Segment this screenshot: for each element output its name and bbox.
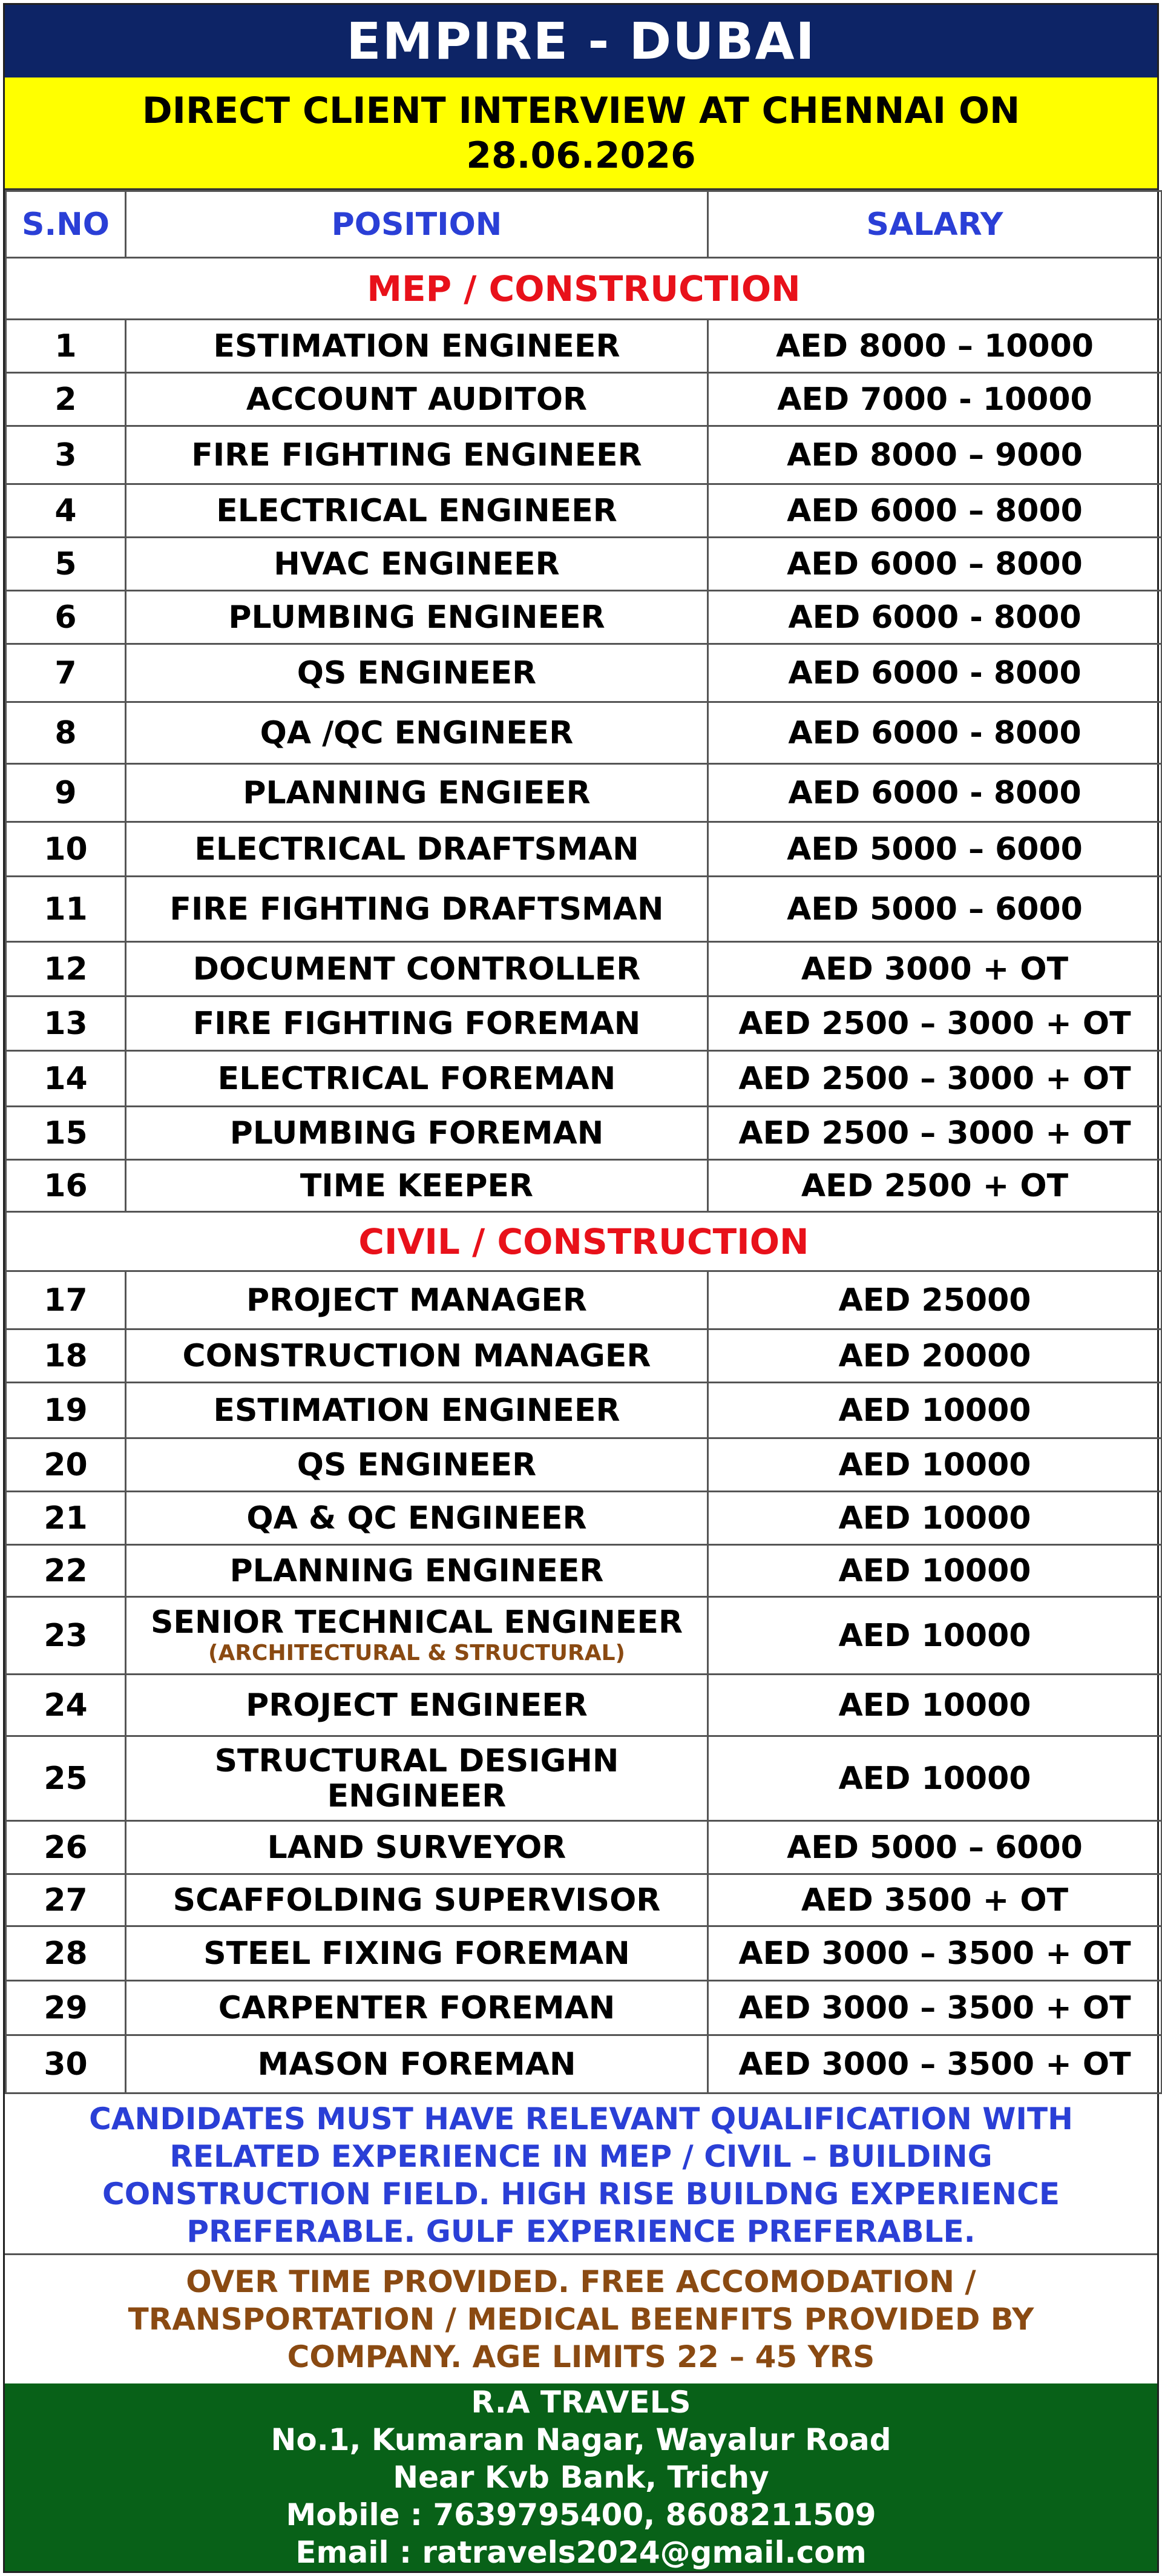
interview-date: 28.06.2026 — [466, 134, 696, 177]
position-cell — [126, 764, 708, 822]
serial-number-cell: 27 — [6, 1874, 126, 1926]
salary-cell: AED 2500 + OT — [708, 1160, 1162, 1212]
table-row — [6, 644, 1162, 702]
position-name: FIRE FIGHTING DRAFTSMAN — [169, 891, 664, 927]
position-name: ELECTRICAL FOREMAN — [217, 1060, 616, 1097]
serial-number-cell: 22 — [6, 1545, 126, 1597]
position-name: QA & QC ENGINEER — [246, 1500, 587, 1537]
position-name: CONSTRUCTION MANAGER — [182, 1337, 651, 1374]
position-cell — [126, 591, 708, 644]
position-name: STRUCTURAL DESIGHN ENGINEER — [214, 1742, 619, 1814]
position-name: ELECTRICAL ENGINEER — [216, 492, 617, 529]
position-cell — [126, 644, 708, 702]
position-name: ESTIMATION ENGINEER — [213, 1392, 620, 1429]
position-header: POSITION — [126, 191, 708, 258]
position-cell — [126, 1874, 708, 1926]
address-line: No.1, Kumaran Nagar, Wayalur Road — [271, 2422, 891, 2457]
requirements-line: PREFERABLE. GULF EXPERIENCE PREFERABLE. — [186, 2213, 976, 2249]
serial-number-cell: 28 — [6, 1926, 126, 1981]
salary-cell: AED 8000 – 9000 — [708, 426, 1162, 484]
table-row — [6, 1329, 1162, 1383]
contact-footer — [5, 2383, 1157, 2571]
position-name: PLUMBING FOREMAN — [229, 1115, 604, 1151]
salary-cell: AED 3000 – 3500 + OT — [708, 1926, 1162, 1981]
email-address: Email : ratravels2024@gmail.com — [295, 2535, 867, 2570]
serial-number-cell: 24 — [6, 1675, 126, 1736]
serial-number-cell: 17 — [6, 1271, 126, 1329]
benefits-line: COMPANY. AGE LIMITS 22 – 45 YRS — [287, 2339, 875, 2374]
salary-cell: AED 7000 - 10000 — [708, 373, 1162, 426]
table-row — [6, 822, 1162, 877]
table-row — [6, 484, 1162, 538]
salary-cell: AED 10000 — [708, 1736, 1162, 1821]
position-cell — [126, 822, 708, 877]
position-cell — [126, 1329, 708, 1383]
salary-header: SALARY — [708, 191, 1162, 258]
salary-cell: AED 2500 – 3000 + OT — [708, 996, 1162, 1051]
table-row — [6, 1051, 1162, 1107]
position-cell — [126, 877, 708, 942]
position-name: FIRE FIGHTING ENGINEER — [191, 436, 642, 473]
table-row — [6, 877, 1162, 942]
table-row — [6, 1160, 1162, 1212]
position-cell — [126, 1675, 708, 1736]
position-name: MASON FOREMAN — [257, 2046, 576, 2083]
salary-cell: AED 6000 - 8000 — [708, 764, 1162, 822]
requirements-line: CANDIDATES MUST HAVE RELEVANT QUALIFICATION WITH — [89, 2101, 1073, 2136]
position-name: HVAC ENGINEER — [274, 545, 560, 582]
position-name: PLANNING ENGINEER — [229, 1552, 604, 1589]
position-name: SENIOR TECHNICAL ENGINEER — [150, 1604, 683, 1641]
position-name: QS ENGINEER — [297, 654, 537, 691]
salary-cell: AED 10000 — [708, 1675, 1162, 1736]
salary-cell: AED 10000 — [708, 1492, 1162, 1545]
serial-number-cell: 7 — [6, 644, 126, 702]
serial-number-cell: 14 — [6, 1051, 126, 1107]
serial-number-cell: 26 — [6, 1821, 126, 1874]
position-name: STEEL FIXING FOREMAN — [203, 1935, 630, 1972]
position-name: PLUMBING ENGINEER — [228, 599, 605, 636]
serial-number-cell: 1 — [6, 320, 126, 373]
position-cell — [126, 1438, 708, 1492]
serial-number-cell: 18 — [6, 1329, 126, 1383]
section-title: CIVIL / CONSTRUCTION — [6, 1212, 1162, 1271]
position-name: PROJECT ENGINEER — [246, 1687, 588, 1724]
position-cell — [126, 1051, 708, 1107]
serial-number-cell: 6 — [6, 591, 126, 644]
position-cell — [126, 1821, 708, 1874]
table-row — [6, 1107, 1162, 1160]
table-header-row — [6, 191, 1162, 258]
salary-cell: AED 2500 – 3000 + OT — [708, 1051, 1162, 1107]
salary-cell: AED 25000 — [708, 1271, 1162, 1329]
interview-banner — [5, 77, 1157, 190]
serial-number-cell: 2 — [6, 373, 126, 426]
salary-cell: AED 10000 — [708, 1383, 1162, 1438]
table-row — [6, 426, 1162, 484]
benefits-line: OVER TIME PROVIDED. FREE ACCOMODATION / — [186, 2264, 976, 2299]
section-row — [6, 1212, 1162, 1271]
sno-header: S.NO — [6, 191, 126, 258]
position-cell — [126, 373, 708, 426]
position-name: ESTIMATION ENGINEER — [213, 328, 620, 364]
table-row — [6, 702, 1162, 764]
position-cell — [126, 1107, 708, 1160]
requirements-line: RELATED EXPERIENCE IN MEP / CIVIL – BUILDING — [169, 2138, 993, 2174]
serial-number-cell: 5 — [6, 538, 126, 591]
position-cell — [126, 1981, 708, 2035]
salary-cell: AED 6000 - 8000 — [708, 591, 1162, 644]
benefits-note — [5, 2255, 1157, 2383]
position-name: ACCOUNT AUDITOR — [246, 381, 588, 418]
table-row — [6, 320, 1162, 373]
address-line: Near Kvb Bank, Trichy — [393, 2460, 769, 2495]
position-note: (ARCHITECTURAL & STRUCTURAL) — [208, 1640, 625, 1665]
position-name: DOCUMENT CONTROLLER — [192, 950, 641, 987]
position-name: TIME KEEPER — [300, 1167, 534, 1204]
table-row — [6, 1383, 1162, 1438]
requirements-line: CONSTRUCTION FIELD. HIGH RISE BUILDNG EXPERIENCE — [102, 2176, 1060, 2212]
serial-number-cell: 4 — [6, 484, 126, 538]
table-row — [6, 1821, 1162, 1874]
serial-number-cell: 23 — [6, 1597, 126, 1675]
agency-name: R.A TRAVELS — [471, 2385, 691, 2420]
table-row — [6, 1736, 1162, 1821]
position-cell — [126, 1736, 708, 1821]
serial-number-cell: 25 — [6, 1736, 126, 1821]
table-row — [6, 1874, 1162, 1926]
table-row — [6, 1597, 1162, 1675]
salary-cell: AED 10000 — [708, 1545, 1162, 1597]
serial-number-cell: 15 — [6, 1107, 126, 1160]
salary-cell: AED 3000 – 3500 + OT — [708, 1981, 1162, 2035]
position-name: PROJECT MANAGER — [246, 1282, 587, 1319]
salary-cell: AED 5000 – 6000 — [708, 877, 1162, 942]
salary-cell: AED 10000 — [708, 1438, 1162, 1492]
table-row — [6, 591, 1162, 644]
serial-number-cell: 13 — [6, 996, 126, 1051]
position-name: PLANNING ENGIEER — [243, 774, 591, 811]
position-cell — [126, 1545, 708, 1597]
table-row — [6, 1981, 1162, 2035]
table-row — [6, 1545, 1162, 1597]
salary-cell: AED 3000 – 3500 + OT — [708, 2035, 1162, 2093]
table-row — [6, 2035, 1162, 2093]
position-name: QA /QC ENGINEER — [260, 714, 574, 751]
table-row — [6, 1271, 1162, 1329]
serial-number-cell: 3 — [6, 426, 126, 484]
poster-title: EMPIRE - DUBAI — [5, 5, 1157, 77]
serial-number-cell: 20 — [6, 1438, 126, 1492]
serial-number-cell: 11 — [6, 877, 126, 942]
serial-number-cell: 12 — [6, 942, 126, 996]
position-name: LAND SURVEYOR — [267, 1829, 566, 1866]
serial-number-cell: 16 — [6, 1160, 126, 1212]
salary-cell: AED 5000 – 6000 — [708, 822, 1162, 877]
table-row — [6, 1675, 1162, 1736]
serial-number-cell: 29 — [6, 1981, 126, 2035]
benefits-line: TRANSPORTATION / MEDICAL BEENFITS PROVIDED BY — [128, 2302, 1034, 2337]
requirements-note — [5, 2097, 1157, 2255]
position-cell — [126, 426, 708, 484]
position-cell — [126, 942, 708, 996]
mobile-numbers: Mobile : 7639795400, 8608211509 — [286, 2497, 876, 2532]
serial-number-cell: 19 — [6, 1383, 126, 1438]
salary-cell: AED 6000 – 8000 — [708, 538, 1162, 591]
table-row — [6, 373, 1162, 426]
salary-cell: AED 6000 – 8000 — [708, 484, 1162, 538]
salary-cell: AED 3500 + OT — [708, 1874, 1162, 1926]
position-cell — [126, 538, 708, 591]
serial-number-cell: 10 — [6, 822, 126, 877]
salary-cell: AED 5000 – 6000 — [708, 1821, 1162, 1874]
position-cell — [126, 1383, 708, 1438]
position-cell — [126, 2035, 708, 2093]
section-title: MEP / CONSTRUCTION — [6, 258, 1162, 320]
position-cell — [126, 1271, 708, 1329]
salary-cell: AED 6000 - 8000 — [708, 702, 1162, 764]
serial-number-cell: 8 — [6, 702, 126, 764]
position-cell — [126, 1492, 708, 1545]
position-cell — [126, 702, 708, 764]
table-row — [6, 764, 1162, 822]
serial-number-cell: 21 — [6, 1492, 126, 1545]
salary-cell: AED 10000 — [708, 1597, 1162, 1675]
table-row — [6, 538, 1162, 591]
table-row — [6, 1926, 1162, 1981]
position-name: SCAFFOLDING SUPERVISOR — [172, 1882, 661, 1919]
position-name: ELECTRICAL DRAFTSMAN — [194, 831, 639, 868]
positions-table — [5, 190, 1162, 2094]
position-cell — [126, 484, 708, 538]
salary-cell: AED 6000 - 8000 — [708, 644, 1162, 702]
salary-cell: AED 8000 – 10000 — [708, 320, 1162, 373]
table-row — [6, 942, 1162, 996]
position-cell — [126, 1160, 708, 1212]
salary-cell: AED 20000 — [708, 1329, 1162, 1383]
position-cell — [126, 1926, 708, 1981]
position-cell — [126, 320, 708, 373]
section-row — [6, 258, 1162, 320]
position-cell — [126, 996, 708, 1051]
table-row — [6, 1492, 1162, 1545]
position-name: CARPENTER FOREMAN — [218, 1989, 615, 2026]
position-name: FIRE FIGHTING FOREMAN — [192, 1005, 641, 1042]
job-poster — [3, 3, 1159, 2573]
position-cell — [126, 1597, 708, 1675]
interview-banner-line1: DIRECT CLIENT INTERVIEW AT CHENNAI ON — [142, 89, 1020, 132]
salary-cell: AED 2500 – 3000 + OT — [708, 1107, 1162, 1160]
position-name: QS ENGINEER — [297, 1446, 537, 1483]
table-row — [6, 1438, 1162, 1492]
table-row — [6, 996, 1162, 1051]
salary-cell: AED 3000 + OT — [708, 942, 1162, 996]
serial-number-cell: 9 — [6, 764, 126, 822]
serial-number-cell: 30 — [6, 2035, 126, 2093]
